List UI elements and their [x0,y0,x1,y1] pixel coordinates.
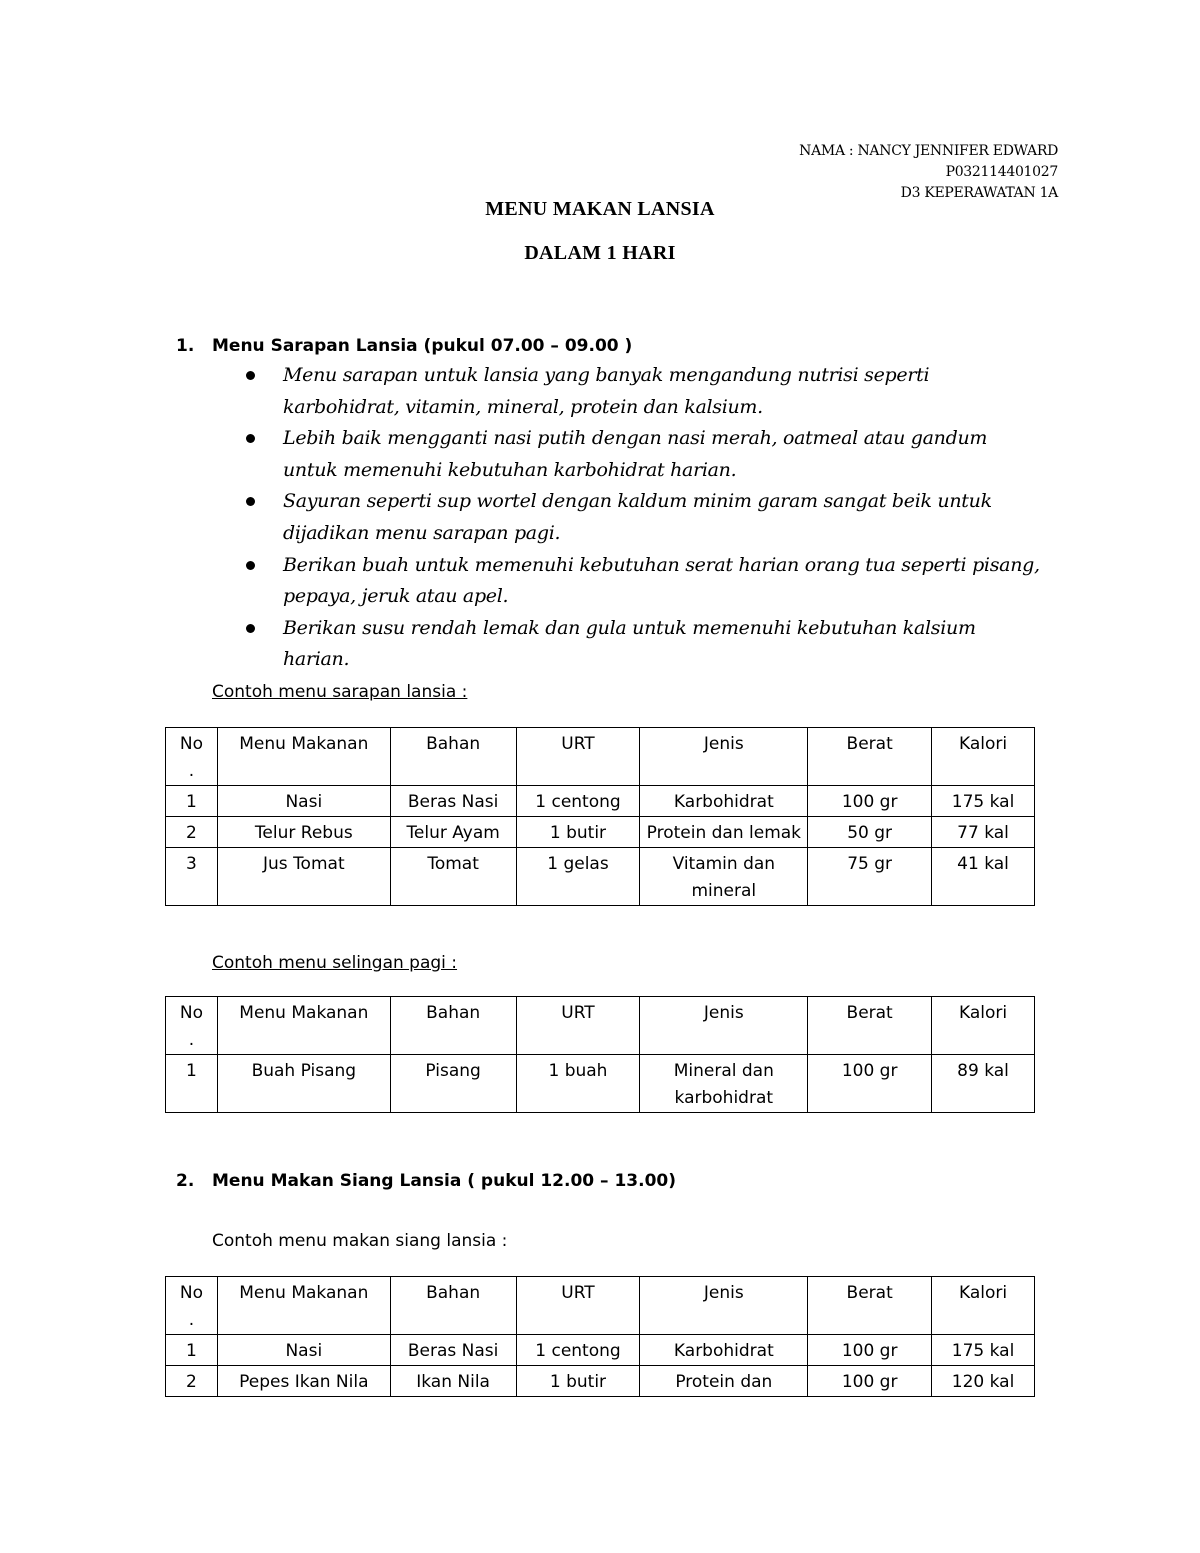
cell-bahan: Pisang [390,1055,516,1113]
col-header-berat: Berat [808,997,932,1055]
cell-kalori: 41 kal [932,848,1035,906]
cell-no: 1 [166,1055,218,1113]
student-name: NAMA : NANCY JENNIFER EDWARD [799,143,1058,159]
col-header-jenis: Jenis [640,997,808,1055]
cell-menu: Nasi [217,1335,390,1366]
section-number: 2. [176,1171,195,1191]
bullet-list-sarapan [240,360,1040,676]
bullet-icon [246,561,255,570]
cell-no: 1 [166,1335,218,1366]
table-row [166,1366,1035,1397]
section-title: Menu Makan Siang Lansia ( pukul 12.00 – 13.00) [212,1171,676,1191]
col-header-berat: Berat [808,1277,932,1335]
col-header-jenis: Jenis [640,1277,808,1335]
table-row [166,1055,1035,1113]
document-subtitle: DALAM 1 HARI [524,242,676,264]
cell-urt: 1 butir [516,1366,640,1397]
cell-kalori: 175 kal [932,1335,1035,1366]
table-row [166,1335,1035,1366]
cell-no: 2 [166,1366,218,1397]
table-row [166,848,1035,906]
cell-kalori: 89 kal [932,1055,1035,1113]
table-row [166,817,1035,848]
table-row [166,786,1035,817]
col-header-urt: URT [516,997,640,1055]
cell-urt: 1 butir [516,817,640,848]
col-header-urt: URT [516,728,640,786]
section-number: 1. [176,336,195,356]
cell-bahan: Telur Ayam [390,817,516,848]
cell-menu: Buah Pisang [217,1055,390,1113]
bullet-item: Lebih baik mengganti nasi putih dengan nasi merah, oatmeal atau gandum untuk memenuhi kebutuhan karbohidrat harian. [240,423,1040,486]
cell-no: 1 [166,786,218,817]
cell-menu: Pepes Ikan Nila [217,1366,390,1397]
section-heading-sarapan [176,334,632,358]
table-header-row [166,728,1035,786]
caption-sarapan: Contoh menu sarapan lansia : [212,682,468,702]
table-header-row [166,997,1035,1055]
cell-urt: 1 centong [516,786,640,817]
col-header-kalori: Kalori [932,1277,1035,1335]
cell-berat: 100 gr [808,1055,932,1113]
cell-bahan: Beras Nasi [390,786,516,817]
section-heading-siang [176,1169,676,1193]
col-header-no: No . [166,1277,218,1335]
table-selingan [165,996,1035,1113]
cell-jenis: Vitamin dan mineral [640,848,808,906]
table-siang [165,1276,1035,1397]
col-header-berat: Berat [808,728,932,786]
cell-urt: 1 gelas [516,848,640,906]
col-header-kalori: Kalori [932,997,1035,1055]
student-id: P032114401027 [945,164,1058,180]
cell-menu: Telur Rebus [217,817,390,848]
cell-bahan: Ikan Nila [390,1366,516,1397]
col-header-bahan: Bahan [390,1277,516,1335]
cell-no: 3 [166,848,218,906]
cell-menu: Nasi [217,786,390,817]
col-header-urt: URT [516,1277,640,1335]
cell-menu: Jus Tomat [217,848,390,906]
cell-urt: 1 buah [516,1055,640,1113]
col-header-no: No . [166,728,218,786]
cell-jenis: Protein dan [640,1366,808,1397]
table-header-row [166,1277,1035,1335]
student-class: D3 KEPERAWATAN 1A [900,185,1058,201]
bullet-item: Berikan susu rendah lemak dan gula untuk memenuhi kebutuhan kalsium harian. [240,613,1040,676]
document-title: MENU MAKAN LANSIA [485,198,715,220]
col-header-bahan: Bahan [390,997,516,1055]
bullet-icon [246,371,255,380]
bullet-icon [246,624,255,633]
col-header-bahan: Bahan [390,728,516,786]
col-header-menu: Menu Makanan [217,1277,390,1335]
cell-berat: 100 gr [808,786,932,817]
bullet-item: Sayuran seperti sup wortel dengan kaldum minim garam sangat beik untuk dijadikan menu sarapan pagi. [240,486,1040,549]
cell-berat: 100 gr [808,1335,932,1366]
student-info [799,141,1058,204]
cell-bahan: Beras Nasi [390,1335,516,1366]
cell-urt: 1 centong [516,1335,640,1366]
cell-jenis: Protein dan lemak [640,817,808,848]
cell-berat: 75 gr [808,848,932,906]
table-sarapan [165,727,1035,906]
section-title: Menu Sarapan Lansia (pukul 07.00 – 09.00 ) [212,336,633,356]
bullet-item: Berikan buah untuk memenuhi kebutuhan serat harian orang tua seperti pisang, pepaya, jeruk atau apel. [240,550,1040,613]
cell-berat: 100 gr [808,1366,932,1397]
cell-jenis: Karbohidrat [640,1335,808,1366]
cell-no: 2 [166,817,218,848]
bullet-item: Menu sarapan untuk lansia yang banyak mengandung nutrisi seperti karbohidrat, vitamin, mineral, protein dan kalsium. [240,360,1040,423]
caption-siang: Contoh menu makan siang lansia : [212,1231,508,1251]
cell-kalori: 77 kal [932,817,1035,848]
col-header-no: No . [166,997,218,1055]
cell-jenis: Mineral dan karbohidrat [640,1055,808,1113]
bullet-icon [246,497,255,506]
cell-kalori: 175 kal [932,786,1035,817]
col-header-menu: Menu Makanan [217,728,390,786]
cell-jenis: Karbohidrat [640,786,808,817]
col-header-kalori: Kalori [932,728,1035,786]
cell-kalori: 120 kal [932,1366,1035,1397]
col-header-jenis: Jenis [640,728,808,786]
cell-bahan: Tomat [390,848,516,906]
cell-berat: 50 gr [808,817,932,848]
col-header-menu: Menu Makanan [217,997,390,1055]
bullet-icon [246,434,255,443]
caption-selingan: Contoh menu selingan pagi : [212,953,458,973]
